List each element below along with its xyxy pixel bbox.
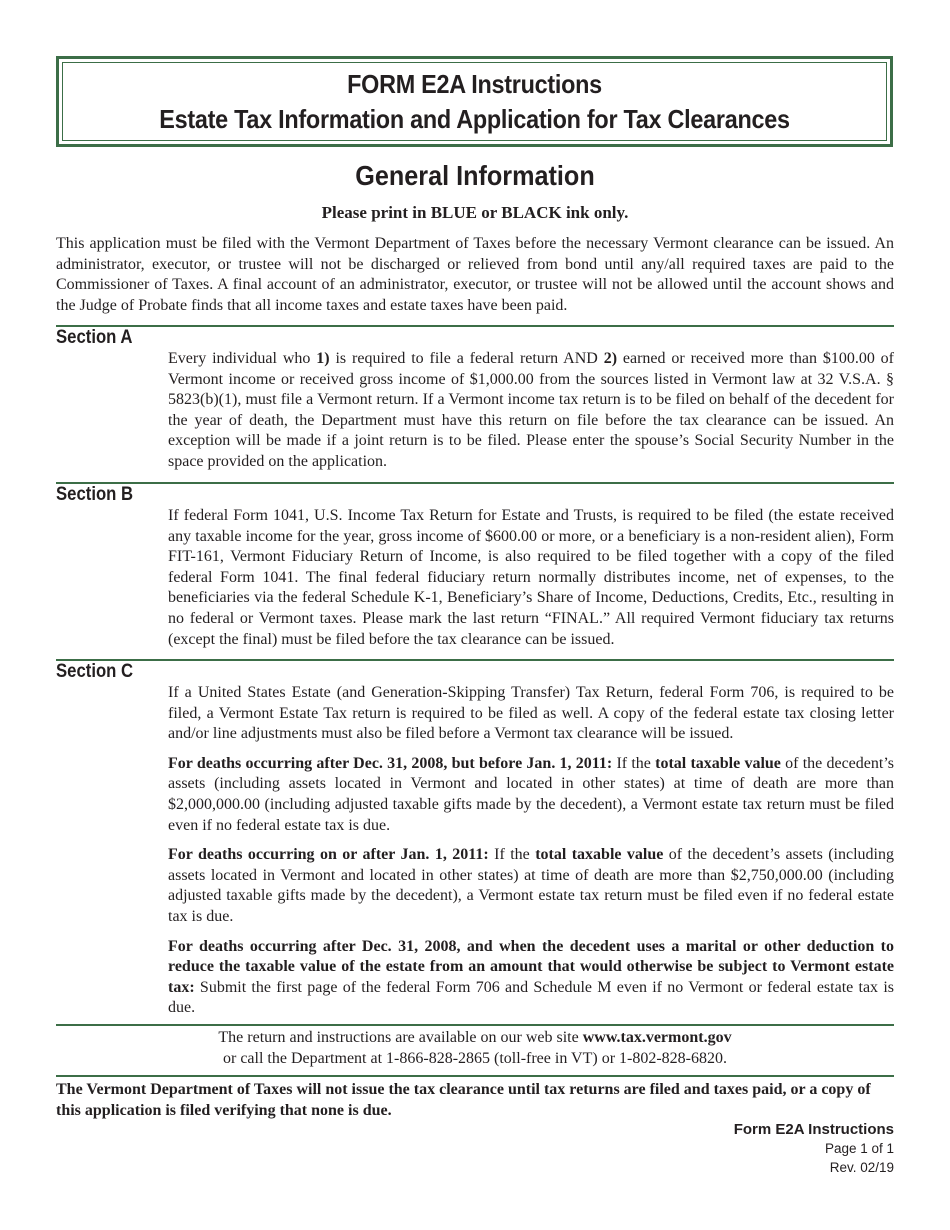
ink-note: Please print in BLUE or BLACK ink only.	[321, 203, 629, 222]
form-title: FORM E2A Instructions	[347, 69, 602, 99]
section-divider	[56, 325, 894, 327]
revision-date: Rev. 02/19	[829, 1160, 894, 1175]
section-c-body	[168, 683, 894, 1028]
section-c-paragraph-2: For deaths occurring after Dec. 31, 2008, but before Jan. 1, 2011: If the total taxable value of the decedent’s assets (including assets located in Vermont and located in other states) at time of death are more than $2,000,000.00 (including adjusted taxable gifts made by the decedent), a Vermont estate tax return must be filed even if no federal estate tax is due.	[168, 754, 894, 834]
footer-divider	[56, 1024, 894, 1026]
section-b-label: Section B	[56, 484, 134, 505]
title-box	[56, 56, 893, 147]
section-c-paragraph-4: For deaths occurring after Dec. 31, 2008, and when the decedent uses a marital or other deduction to reduce the taxable value of the estate from an amount that would otherwise be subject to Vermont estate tax: Submit the first page of the federal Form 706 and Schedule M even if no Vermont or federal estate tax is due.	[168, 937, 894, 1017]
section-b-paragraph: If federal Form 1041, U.S. Income Tax Return for Estate and Trusts, is required to be filed (the estate received any taxable income for the year, gross income of $600.00 or more, or a beneficiary is a non-resident alien), Form FIT-161, Vermont Fiduciary Return of Income, is also required to be filed together with a copy of the filed federal Form 1041. The final federal fiduciary return normally distributes income, net of expenses, to the beneficiaries via the federal Schedule K-1, Beneficiary’s Share of Income, Deductions, Credits, Etc., resulting in no federal or Vermont taxes. Please mark the last return “FINAL.” All required Vermont fiduciary tax returns (except the final) must be filed before the tax clearance can be issued.	[168, 507, 894, 648]
section-a-body	[168, 349, 894, 482]
footer-divider	[56, 1075, 894, 1077]
section-c-label: Section C	[56, 661, 134, 682]
section-c-paragraph-1: If a United States Estate (and Generation-Skipping Transfer) Tax Return, federal Form 706, is required to be filed, a Vermont Estate Tax return is required to be filed as well. A copy of the federal estate tax closing letter and/or line adjustments must also be filed before a Vermont tax clearance will be issued.	[168, 684, 894, 743]
form-metadata	[734, 1120, 894, 1177]
website-line: The return and instructions are available on our web site www.tax.vermont.gov	[218, 1029, 732, 1046]
page-number: Page 1 of 1	[824, 1141, 894, 1156]
website-link[interactable]: www.tax.vermont.gov	[582, 1029, 732, 1046]
intro-paragraph: This application must be filed with the Vermont Department of Taxes before the necessary Vermont clearance can be issued. An administrator, executor, or trustee will not be discharged or relieved from bond until any/all required taxes are paid to the Commissioner of Taxes. A final account of an administrator, executor, or trustee will not be allowed until the account shows and the Judge of Probate finds that all income taxes and estate taxes have been paid.	[56, 235, 894, 314]
general-information-heading: General Information	[355, 160, 595, 191]
section-divider	[56, 659, 894, 661]
clearance-notice: The Vermont Department of Taxes will not issue the tax clearance until tax returns are filed and taxes paid, or a copy of this application is filed verifying that none is due.	[56, 1081, 871, 1119]
contact-info	[0, 1028, 950, 1069]
section-a-label: Section A	[56, 327, 133, 348]
section-divider	[56, 482, 894, 484]
phone-line: or call the Department at 1-866-828-2865 (toll-free in VT) or 1-802-828-6820.	[223, 1049, 727, 1067]
section-b-body	[168, 506, 894, 659]
section-a-paragraph: Every individual who 1) is required to file a federal return AND 2) earned or received more than $100.00 of Vermont income or received gross income of $1,000.00 from the sources listed in Vermont law at 32 V.S.A. § 5823(b)(1), must file a Vermont return. If a Vermont income tax return is to be filed on behalf of the decedent for the year of death, the Department must have this return on file before the tax clearance can be issued. An exception will be made if a joint return is to be filed. Please enter the spouse’s Social Security Number in the space provided on the application.	[168, 350, 895, 470]
form-subtitle: Estate Tax Information and Application for Tax Clearances	[159, 104, 790, 134]
footer-form-name: Form E2A Instructions	[733, 1121, 894, 1138]
section-c-paragraph-3: For deaths occurring on or after Jan. 1, 2011: If the total taxable value of the decedent’s assets (including assets located in Vermont and located in other states) at time of death are more than $2,750,000.00 (including adjusted taxable gifts made by the decedent), a Vermont estate tax return must be filed even if no federal estate tax is due.	[168, 846, 894, 925]
